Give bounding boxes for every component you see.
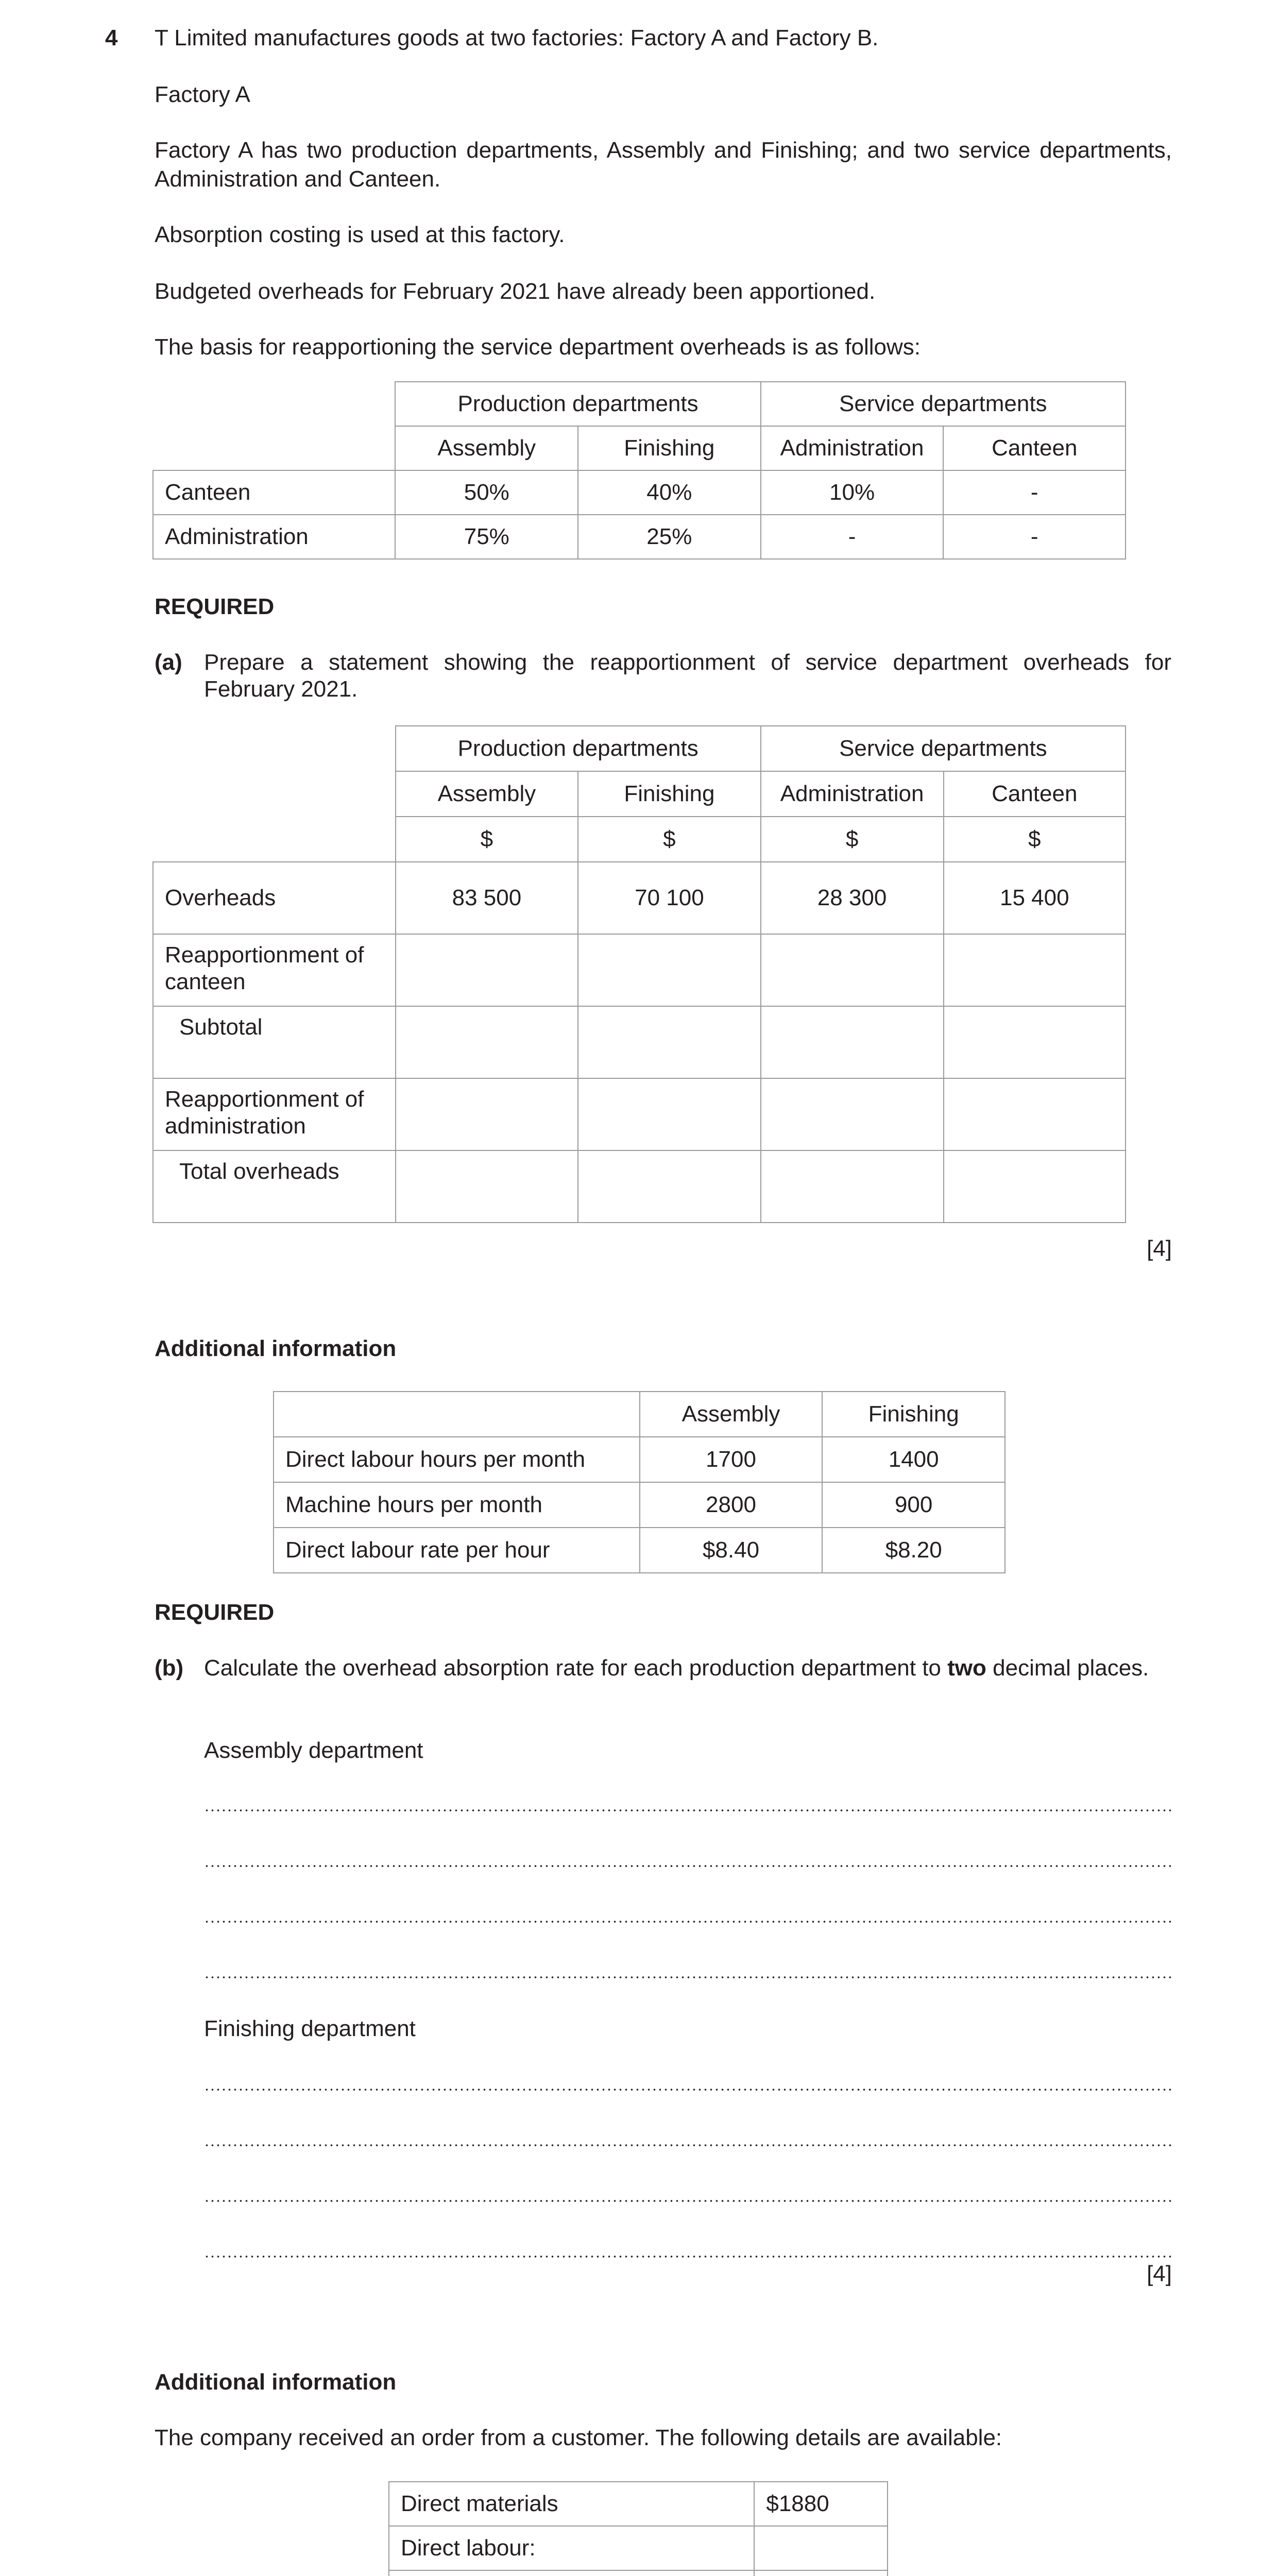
table-cell: $8.20 [822, 1528, 1005, 1573]
answer-line[interactable] [204, 1921, 1171, 1923]
row-label: Canteen [153, 470, 395, 515]
table-cell: - [761, 515, 944, 559]
row-label: Total overheads [153, 1150, 396, 1223]
basis-table [152, 381, 1126, 560]
table-cell: 50% [395, 470, 578, 515]
answer-cell[interactable] [944, 1006, 1126, 1078]
table-row [274, 1482, 1005, 1528]
table-cell [754, 2526, 888, 2570]
table-cell: $1880 [754, 2482, 888, 2526]
row-label: Reapportionment of canteen [153, 934, 396, 1006]
table-cell: 25% [578, 515, 761, 559]
table-cell [754, 2570, 888, 2576]
order-intro-text: The company received an order from a customer. The following details are available: [155, 2425, 1002, 2450]
table-cell: 28 300 [761, 862, 944, 934]
row-label: Direct labour: [389, 2526, 754, 2570]
order-details-table [388, 2481, 888, 2576]
answer-line[interactable] [204, 2144, 1171, 2146]
budget-text: Budgeted overheads for February 2021 have already been apportioned. [155, 279, 876, 304]
answer-line[interactable] [204, 1976, 1171, 1978]
col-header: Administration [761, 771, 944, 817]
table-cell: 1700 [640, 1437, 823, 1482]
answer-cell[interactable] [396, 1006, 578, 1078]
factory-heading: Factory A [155, 82, 250, 107]
additional-info-heading-2: Additional information [155, 2369, 397, 2395]
col-header: Finishing [578, 771, 760, 817]
row-label: Administration [153, 515, 395, 559]
hours-table [273, 1391, 1006, 1573]
answer-line[interactable] [204, 2256, 1171, 2258]
table-cell: 70 100 [578, 862, 760, 934]
table-row [153, 1078, 1126, 1150]
col-header: Finishing [578, 426, 761, 470]
answer-cell[interactable] [944, 934, 1126, 1006]
table-cell: 1400 [822, 1437, 1005, 1482]
answer-line[interactable] [204, 2200, 1171, 2202]
col-header: Canteen [944, 771, 1126, 817]
answer-line[interactable] [204, 2089, 1171, 2091]
factory-description: Factory A has two production departments, Assembly and Finishing; and two service departments, Administration and Canteen. [155, 138, 1172, 192]
group-header-production: Production departments [395, 382, 760, 426]
answer-line[interactable] [204, 1865, 1171, 1867]
col-header: Finishing [822, 1392, 1005, 1437]
table-row [153, 515, 1126, 559]
row-label: Overheads [153, 862, 396, 934]
marks-b: [4] [1147, 2261, 1172, 2286]
reapportionment-table [152, 725, 1126, 1223]
currency-cell: $ [944, 817, 1126, 862]
currency-cell: $ [761, 817, 944, 862]
part-a-text: Prepare a statement showing the reapportionment of service department overheads for February 2021. [204, 650, 1171, 702]
group-header-service: Service departments [761, 726, 1126, 771]
required-heading-b: REQUIRED [155, 1600, 275, 1625]
currency-cell: $ [396, 817, 578, 862]
assembly-dept-label: Assembly department [204, 1738, 423, 1763]
answer-cell[interactable] [396, 1078, 578, 1150]
table-cell: 75% [395, 515, 578, 559]
table-cell: $8.40 [640, 1528, 823, 1573]
part-a-label: (a) [155, 650, 182, 675]
basis-intro-text: The basis for reapportioning the service department overheads is as follows: [155, 334, 921, 360]
row-label: Machine hours per month [274, 1482, 640, 1528]
row-label: Subtotal [153, 1006, 396, 1078]
col-header: Canteen [943, 426, 1126, 470]
row-label: Reapportionment of administration [153, 1078, 396, 1150]
answer-cell[interactable] [761, 1006, 944, 1078]
table-cell: 15 400 [944, 862, 1126, 934]
table-cell: - [943, 470, 1126, 515]
row-label [389, 2570, 754, 2576]
question-number: 4 [105, 25, 118, 50]
required-heading-a: REQUIRED [155, 594, 275, 619]
answer-cell[interactable] [578, 1150, 760, 1223]
row-label: Direct labour hours per month [274, 1437, 640, 1482]
answer-cell[interactable] [761, 1078, 944, 1150]
col-header: Assembly [396, 771, 578, 817]
group-header-production: Production departments [396, 726, 761, 771]
table-row [389, 2570, 888, 2576]
table-row [153, 862, 1126, 934]
marks-a: [4] [1147, 1236, 1172, 1261]
table-row [153, 470, 1126, 515]
answer-cell[interactable] [761, 1150, 944, 1223]
currency-cell: $ [578, 817, 760, 862]
part-b-label: (b) [155, 1655, 184, 1681]
row-label: Direct materials [389, 2482, 754, 2526]
table-cell: - [943, 515, 1126, 559]
table-cell: 40% [578, 470, 761, 515]
table-row [153, 1006, 1126, 1078]
part-b-text: Calculate the overhead absorption rate for each production department to two decimal places. [204, 1655, 1149, 1681]
group-header-service: Service departments [761, 382, 1126, 426]
table-row [389, 2482, 888, 2526]
answer-line[interactable] [204, 1809, 1171, 1811]
table-row [153, 934, 1126, 1006]
additional-info-heading-1: Additional information [155, 1336, 397, 1361]
answer-cell[interactable] [761, 934, 944, 1006]
row-label: Direct labour rate per hour [274, 1528, 640, 1573]
table-row [274, 1437, 1005, 1482]
table-row [153, 1150, 1126, 1223]
answer-cell[interactable] [944, 1078, 1126, 1150]
table-cell: 10% [761, 470, 944, 515]
table-cell: 2800 [640, 1482, 823, 1528]
col-header: Administration [761, 426, 944, 470]
answer-cell[interactable] [578, 1006, 760, 1078]
intro-text: T Limited manufactures goods at two factories: Factory A and Factory B. [155, 25, 879, 50]
table-row [274, 1528, 1005, 1573]
answer-cell[interactable] [578, 1078, 760, 1150]
answer-cell[interactable] [396, 1150, 578, 1223]
col-header: Assembly [395, 426, 578, 470]
answer-cell[interactable] [944, 1150, 1126, 1223]
finishing-dept-label: Finishing department [204, 2016, 416, 2041]
costing-method-text: Absorption costing is used at this factory. [155, 222, 565, 247]
answer-cell[interactable] [396, 934, 578, 1006]
table-cell: 900 [822, 1482, 1005, 1528]
table-cell: 83 500 [396, 862, 578, 934]
col-header: Assembly [640, 1392, 823, 1437]
answer-cell[interactable] [578, 934, 760, 1006]
table-row [389, 2526, 888, 2570]
